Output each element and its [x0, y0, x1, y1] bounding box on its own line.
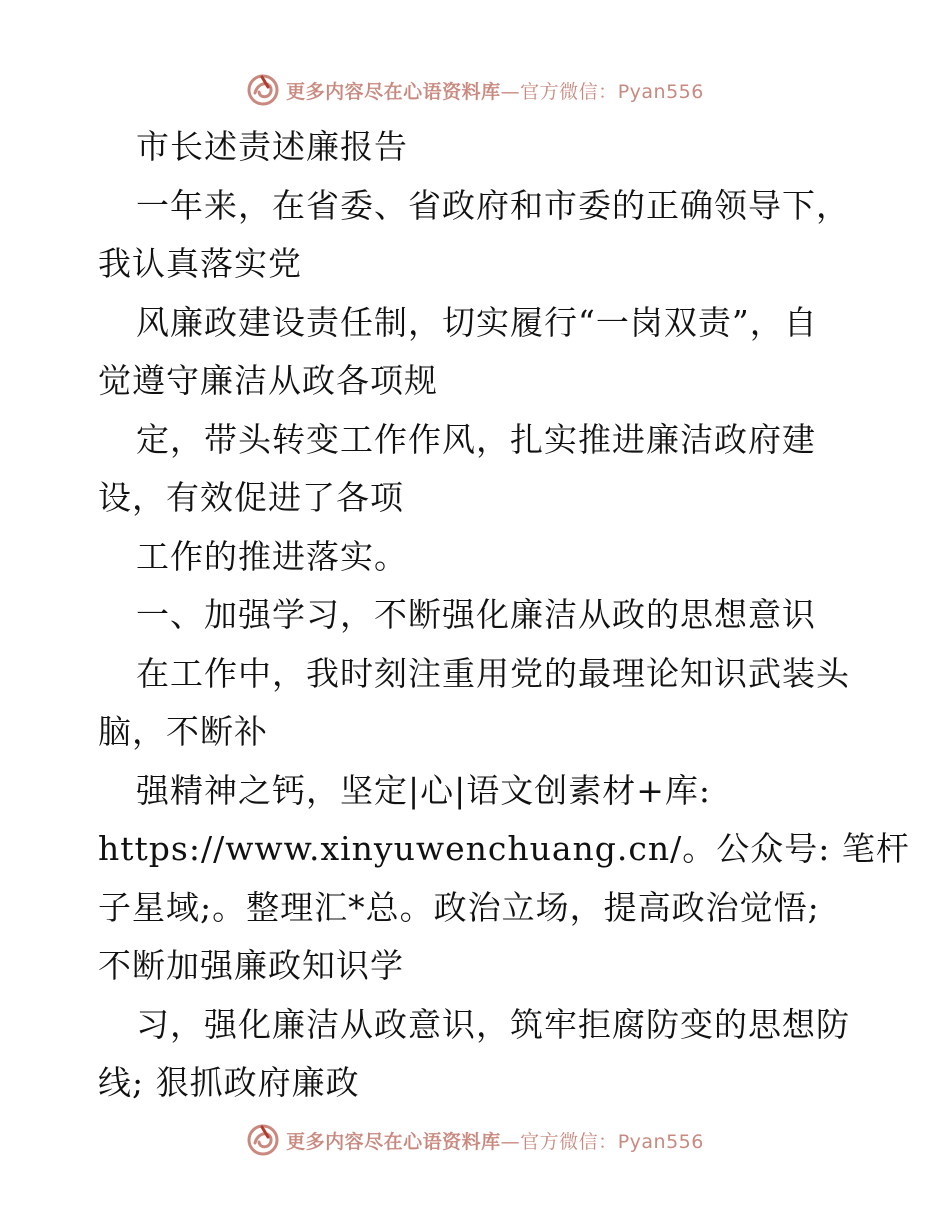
- text-line: 一年来，在省委、省政府和市委的正确领导下，: [136, 185, 850, 225]
- text-line: 工作的推进落实。: [136, 536, 408, 576]
- footer-watermark-banner: [0, 1120, 950, 1160]
- watermark-text: [286, 77, 704, 104]
- text-line: 一、加强学习，不断强化廉洁从政的思想意识: [136, 595, 816, 634]
- text-line: 设，有效促进了各项: [98, 478, 404, 517]
- text-line: 在工作中，我时刻注重用党的最理论知识武装头: [136, 653, 850, 693]
- text-line: 强精神之钙，坚定|心|语文创素材+库:: [136, 770, 712, 810]
- watermark-brand: 更多内容尽在心语资料库: [286, 1130, 501, 1153]
- document-body: [98, 118, 910, 1113]
- text-line: 子星域;。整理汇*总。政治立场，提高政治觉悟;: [98, 887, 820, 927]
- header-watermark-banner: [0, 70, 950, 110]
- watermark-dash: —: [500, 80, 521, 103]
- watermark-brand: 更多内容尽在心语资料库: [286, 80, 501, 103]
- text-line: https://www.xinyuwenchuang.cn/。公众号: 笔杆: [98, 829, 910, 868]
- text-line: 定，带头转变工作作风，扎实推进廉洁政府建: [136, 419, 816, 459]
- watermark-wechat-id: Pyan556: [617, 80, 704, 103]
- text-line: 我认真落实党: [98, 244, 302, 283]
- watermark-wechat-label: 官方微信：: [520, 1130, 618, 1153]
- watermark-wechat-label: 官方微信：: [520, 80, 618, 103]
- text-line: 线; 狠抓政府廉政: [98, 1063, 360, 1102]
- watermark-wechat-id: Pyan556: [617, 1130, 704, 1153]
- text-line: 市长述责述廉报告: [136, 127, 408, 166]
- watermark-dash: —: [500, 1130, 521, 1153]
- watermark-text: [286, 1127, 704, 1154]
- text-line: 觉遵守廉洁从政各项规: [98, 361, 438, 400]
- text-line: 脑，不断补: [98, 712, 268, 751]
- text-line: 不断加强廉政知识学: [98, 946, 404, 985]
- swirl-logo-icon: [246, 1123, 280, 1157]
- text-line: 习，强化廉洁从政意识，筑牢拒腐防变的思想防: [136, 1004, 850, 1044]
- text-line: 风廉政建设责任制，切实履行“一岗双责”，自: [136, 302, 818, 342]
- swirl-logo-icon: [246, 73, 280, 107]
